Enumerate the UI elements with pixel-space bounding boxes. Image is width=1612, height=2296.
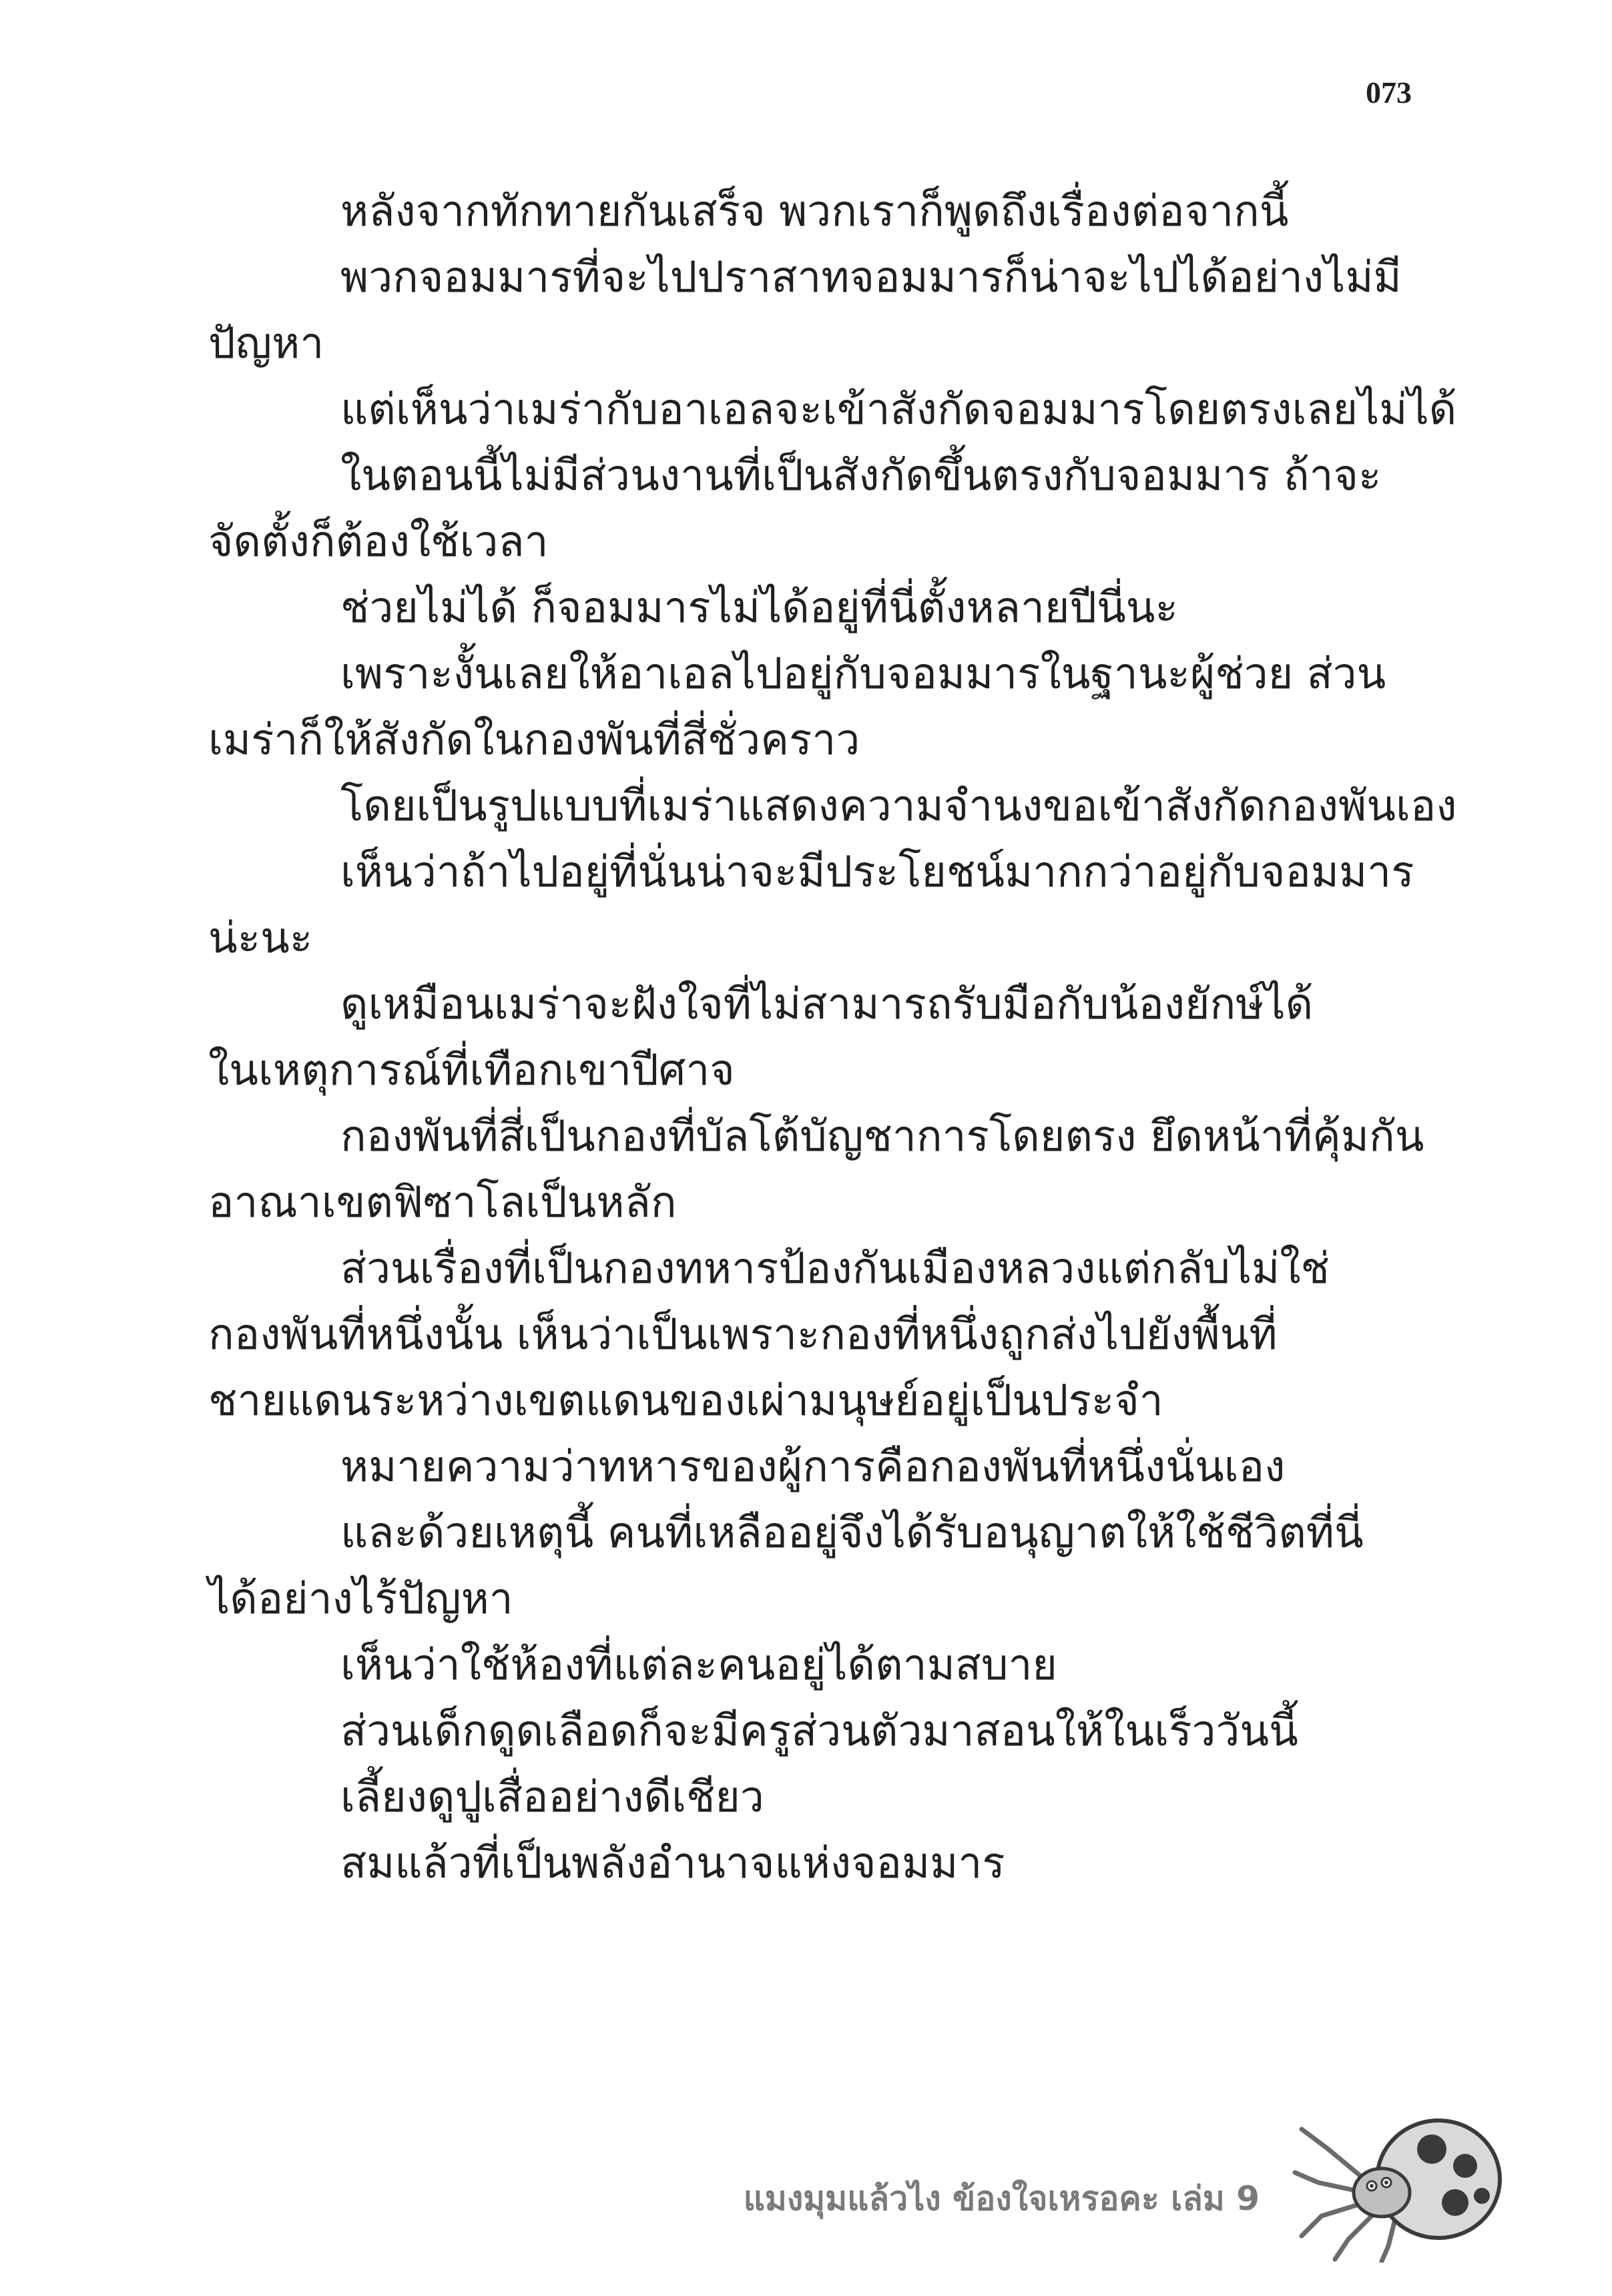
text-line: โดยเป็นรูปแบบที่เมร่าแสดงความจำนงขอเข้าสังกัดกองพันเอง	[340, 782, 1457, 831]
text-line: ได้อย่างไร้ปัญหา	[208, 1574, 513, 1624]
page-number: 073	[1366, 75, 1412, 109]
text-line: หลังจากทักทายกันเสร็จ พวกเราก็พูดถึงเรื่องต่อจากนี้	[340, 187, 1289, 236]
text-line: เมร่าก็ให้สังกัดในกองพันที่สี่ชั่วคราว	[208, 715, 860, 765]
text-line: อาณาเขตฟิซาโลเป็นหลัก	[208, 1178, 677, 1227]
text-line: หมายความว่าทหารของผู้การคือกองพันที่หนึ่งนั่นเอง	[340, 1442, 1286, 1492]
text-line: ในเหตุการณ์ที่เทือกเขาปีศาจ	[208, 1046, 735, 1095]
text-line: ปัญหา	[208, 319, 324, 368]
text-line: ดูเหมือนเมร่าจะฝังใจที่ไม่สามารถรับมือกับน้องยักษ์ได้	[340, 980, 1314, 1029]
text-line: ชายแดนระหว่างเขตแดนของเผ่ามนุษย์อยู่เป็นประจำ	[208, 1376, 1163, 1426]
text-line: ส่วนเด็กดูดเลือดก็จะมีครูส่วนตัวมาสอนให้ในเร็ววันนี้	[340, 1707, 1298, 1756]
spider-mascot-icon	[1288, 2102, 1509, 2263]
text-line: พวกจอมมารที่จะไปปราสาทจอมมารก็น่าจะไปได้อย่างไม่มี	[340, 253, 1402, 302]
text-line: เห็นว่าถ้าไปอยู่ที่นั่นน่าจะมีประโยชน์มากกว่าอยู่กับจอมมาร	[340, 848, 1414, 897]
text-line: เลี้ยงดูปูเสื่ออย่างดีเชียว	[340, 1773, 764, 1822]
footer-book-title: แมงมุมแล้วไง ข้องใจเหรอคะ เล่ม 9	[743, 2179, 1260, 2218]
text-line: และด้วยเหตุนี้ คนที่เหลืออยู่จึงได้รับอนุญาตให้ใช้ชีวิตที่นี่	[340, 1508, 1364, 1558]
text-line: น่ะนะ	[208, 914, 313, 963]
text-line: เห็นว่าใช้ห้องที่แต่ละคนอยู่ได้ตามสบาย	[340, 1641, 1057, 1690]
text-line: จัดตั้งก็ต้องใช้เวลา	[208, 517, 549, 567]
text-line: กองพันที่หนึ่งนั้น เห็นว่าเป็นเพราะกองที่หนึ่งถูกส่งไปยังพื้นที่	[208, 1310, 1278, 1360]
text-line: สมแล้วที่เป็นพลังอำนาจแห่งจอมมาร	[340, 1839, 1005, 1888]
text-line: ช่วยไม่ได้ ก็จอมมารไม่ได้อยู่ที่นี่ตั้งหลายปีนี่นะ	[340, 583, 1178, 633]
text-line: กองพันที่สี่เป็นกองที่บัลโต้บัญชาการโดยตรง ยึดหน้าที่คุ้มกัน	[340, 1112, 1424, 1161]
text-line: ในตอนนี้ไม่มีส่วนงานที่เป็นสังกัดขึ้นตรงกับจอมมาร ถ้าจะ	[340, 451, 1382, 501]
text-line: ส่วนเรื่องที่เป็นกองทหารป้องกันเมืองหลวงแต่กลับไม่ใช่	[340, 1244, 1330, 1294]
text-line: แต่เห็นว่าเมร่ากับอาเอลจะเข้าสังกัดจอมมารโดยตรงเลยไม่ได้	[340, 385, 1457, 435]
text-line: เพราะงั้นเลยให้อาเอลไปอยู่กับจอมมารในฐานะผู้ช่วย ส่วน	[340, 649, 1386, 699]
